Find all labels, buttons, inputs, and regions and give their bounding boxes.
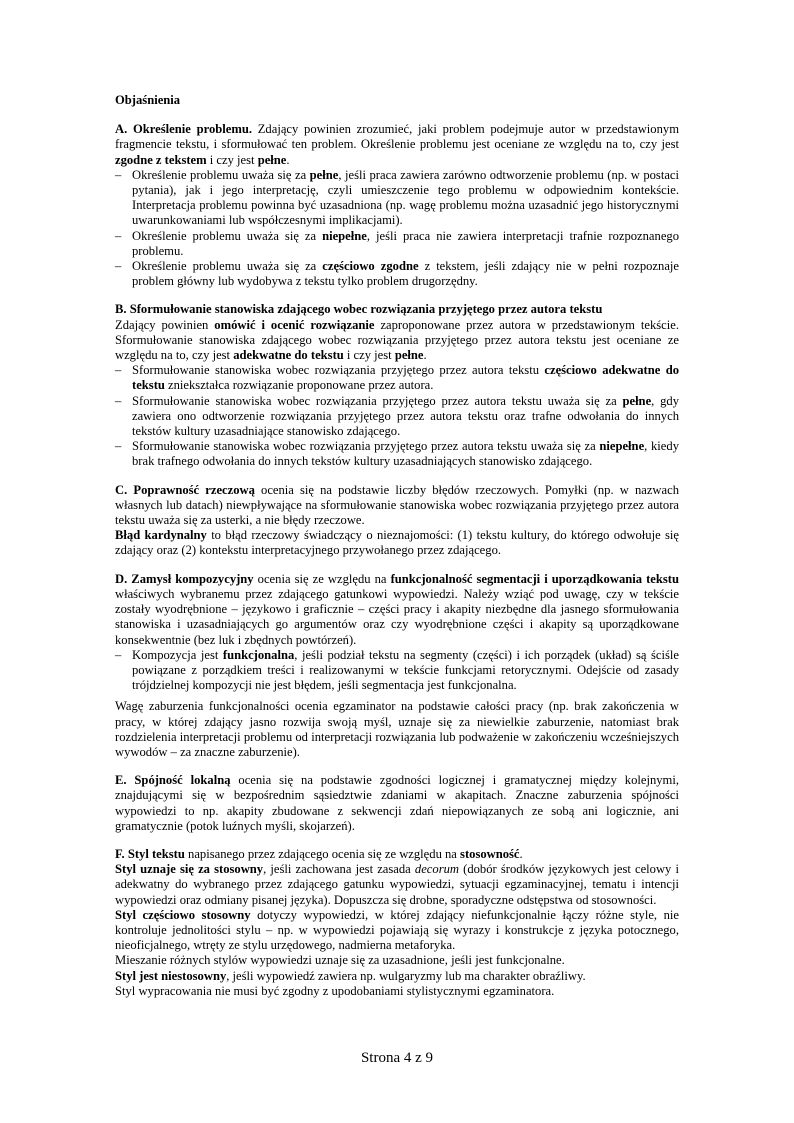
section-a (115, 122, 679, 289)
text-run: zaproponowane przez autora w przedstawionym tekście. Sformułowanie stanowiska zdającego wobec rozwiązania przyjętego przez autora tekstu jest oceniane ze względu na to, czy jest (115, 317, 679, 363)
text-run: F. Styl tekstu (115, 846, 185, 861)
text-run: niepełne (322, 228, 367, 243)
text-run: Wagę zaburzenia funkcjonalności ocenia egzaminator na podstawie całości pracy (np. brak zakończenia w pracy, w której zdający jasno rozwija swoją myśl, uznaje się za niewielkie zaburzenie, natomiast brak rozdzielenia interpretacji problemu od interpretacji rozwiązania lub podważenie w zakończeniu wcześniejszych wywodów – za znaczne zaburzenie). (115, 699, 679, 759)
text-run: Styl częściowo stosowny (115, 907, 251, 922)
text-run: Zdający powinien (115, 317, 215, 332)
section-e (115, 773, 679, 834)
text-run: właściwych wybranemu przez zdającego gatunkowi wypowiedzi. Należy wziąć pod uwagę, czy w tekście zostały wyodrębnione – językowo i graficznie – części pracy i akapity niezbędne dla jasnego sformułowania stanowiska i uzasadniających go argumentów oraz czy wyodrębnione części i akapity są uporządkowane konsekwentnie (bez luk i zbędnych powtórzeń). (115, 586, 679, 647)
text-run: Styl jest niestosowny (115, 968, 227, 983)
text-run: , jeśli zachowana jest zasada (263, 862, 415, 877)
text-run: pełne (394, 348, 424, 363)
section-e-paragraph (115, 773, 679, 834)
list-item (115, 259, 679, 289)
section-b (115, 302, 679, 469)
text-run: Błąd kardynalny (115, 528, 207, 543)
text-run: to błąd rzeczowy świadczący o nieznajomości: (1) tekstu kultury, do którego odwołuje się zdający oraz (2) kontekstu interpretacyjnego przywołanego przez zdającego. (115, 528, 680, 558)
text-run: pełne (309, 167, 339, 182)
section-c-paragraph (115, 483, 679, 529)
list-item (115, 363, 679, 393)
text-run: D. Zamysł kompozycyjny (115, 571, 254, 586)
text-run: A. Określenie problemu. (115, 122, 252, 137)
text-run: funkcjonalna (222, 647, 295, 662)
section-b-list (115, 363, 679, 469)
section-b-intro (115, 318, 679, 364)
list-item (115, 648, 679, 694)
text-run: częściowo zgodne (322, 259, 419, 274)
text-run: zgodne z tekstem (115, 152, 207, 167)
section-c (115, 483, 679, 559)
text-run: niepełne (599, 439, 645, 454)
text-run: , jeśli praca nie zawiera interpretacji trafnie rozpoznanego problemu. (132, 228, 680, 258)
text-run: , jeśli praca zawiera zarówno odtworzenie problemu (np. w postaci pytania), jak i jego interpretację, czyli umieszczenie tego problemu w odpowiednim kontekście. Interpretacja problemu powinna być uzasadniona (np. wagę problemu można uzasadnić jego historycznymi uwarunkowaniami lub współczesnymi implikacjami). (132, 167, 680, 228)
text-run: decorum (414, 862, 459, 877)
section-d-paragraph (115, 572, 679, 648)
text-run: Sformułowanie stanowiska wobec rozwiązania przyjętego przez autora tekstu uważa się za (132, 393, 623, 408)
list-item (115, 168, 679, 229)
section-f-paragraph (115, 984, 679, 999)
page-number: Strona 4 z 9 (360, 1050, 434, 1066)
text-run: Określenie problemu uważa się za (132, 228, 323, 243)
text-run: stosowność (460, 846, 520, 861)
section-f-paragraph (115, 969, 679, 984)
section-d-list (115, 648, 679, 694)
section-d-paragraph (115, 699, 679, 760)
text-run: C. Poprawność rzeczową (115, 482, 255, 497)
section-a-list (115, 168, 679, 290)
text-run: , jeśli wypowiedź zawiera np. wulgaryzmy lub ma charakter obraźliwy. (226, 968, 586, 983)
text-run: omówić i ocenić rozwiązanie (214, 317, 375, 332)
text-run: . (519, 846, 523, 861)
section-f-paragraph (115, 953, 679, 968)
section-f-paragraph (115, 862, 679, 908)
text-run: pełne (257, 152, 287, 167)
text-run: ocenia się na podstawie liczby błędów rzeczowych. Pomyłki (np. w nazwach własnych lub datach) niewpływające na sformułowanie stanowiska wobec rozwiązania przyjętego przez autora tekstu uważa się za usterki, a nie błędy rzeczowe. (115, 482, 679, 528)
text-run: ocenia się ze względu na (253, 571, 391, 586)
section-heading: Objaśnienia (115, 93, 181, 107)
text-run: napisanego przez zdającego ocenia się ze względu na (184, 846, 461, 861)
text-run: Sformułowanie stanowiska wobec rozwiązania przyjętego przez autora tekstu uważa się za (132, 439, 600, 454)
text-run: adekwatne do tekstu (233, 348, 344, 363)
text-run: pełne (622, 393, 652, 408)
text-run: i czy jest (343, 348, 395, 363)
text-run: Styl uznaje się za stosowny (115, 862, 264, 877)
section-f (115, 847, 679, 999)
list-item (115, 394, 679, 440)
text-run: Określenie problemu uważa się za (132, 167, 310, 182)
text-run: z tekstem, jeśli zdający nie w pełni rozpoznaje problem główny lub wydobywa z tekstu tylko problem drugorzędny. (132, 259, 680, 289)
text-run: i czy jest (206, 152, 258, 167)
section-c-paragraph (115, 528, 679, 558)
text-run: . (286, 152, 290, 167)
text-run: dotyczy wypowiedzi, w której zdający niefunkcjonalnie łączy różne style, nie kontroluje jednolitości stylu – np. w wypowiedzi pojawiają się wyrazy i konstrukcje z języka potocznego, nieoficjalnego, wtręty ze stylu urzędowego, nadmierna metaforyka. (115, 907, 679, 953)
text-run: , gdy zawiera ono odtworzenie rozwiązania przyjętego przez autora tekstu oraz trafne odwołania do innych tekstów kultury uzasadniające stanowisko zdającego. (132, 393, 680, 439)
text-run: ocenia się na podstawie zgodności logicznej i gramatycznej między kolejnymi, znajdującymi się w bezpośrednim sąsiedztwie zdaniami w akapitach. Znaczne zaburzenia spójności wypowiedzi to np. akapity zbudowane z sekwencji zdań niepowiązanych ze sobą ani logicznie, ani gramatycznie (potok luźnych myśli, skojarzeń). (115, 773, 679, 833)
list-item (115, 229, 679, 259)
list-item (115, 439, 679, 469)
text-run: funkcjonalność segmentacji i uporządkowania tekstu (390, 571, 679, 586)
text-run: zniekształca rozwiązanie proponowane przez autora. (164, 378, 434, 393)
text-run: Zdający powinien zrozumieć, jaki problem podejmuje autor w przedstawionym fragmencie tekstu, i sformułować ten problem. Określenie problemu jest oceniane ze względu na to, czy jest (115, 122, 679, 152)
text-run: E. Spójność lokalną (115, 773, 231, 788)
text-run: , jeśli podział tekstu na segmenty (części) i ich porządek (układ) są ściśle powiązane z porządkiem treści i realizowanymi w tekście funkcjami retorycznymi. Odejście od zasady trójdzielnej kompozycji nie jest błędem, jeśli segmentacja jest funkcjonalna. (132, 647, 679, 693)
text-run: (dobór środków językowych jest celowy i adekwatny do wybranego przez zdającego gatunku wypowiedzi, sytuacji egzaminacyjnej, tematu i intencji wypowiedzi oraz odmiany pisanej języka). Dopuszcza się drobne, sporadyczne odstępstwa od stosowności. (115, 862, 679, 907)
section-a-intro (115, 122, 679, 168)
section-b-title (115, 302, 679, 317)
text-run: , kiedy brak trafnego odwołania do innych tekstów kultury uzasadniających stanowisko zdającego. (132, 439, 679, 469)
text-run: Sformułowanie stanowiska wobec rozwiązania przyjętego przez autora tekstu (132, 363, 545, 378)
section-d (115, 572, 679, 760)
text-run: . (423, 348, 427, 363)
text-run: Mieszanie różnych stylów wypowiedzi uznaje się za uzasadnione, jeśli jest funkcjonalne. (115, 953, 565, 968)
text-run: Określenie problemu uważa się za (132, 259, 323, 274)
section-f-paragraph (115, 908, 679, 954)
text-run: Kompozycja jest (132, 647, 223, 662)
section-b-title-text: B. Sformułowanie stanowiska zdającego wobec rozwiązania przyjętego przez autora tekstu (115, 302, 603, 317)
section-f-paragraph (115, 847, 679, 862)
text-run: częściowo adekwatne do tekstu (132, 363, 679, 393)
text-run: Styl wypracowania nie musi być zgodny z upodobaniami stylistycznymi egzaminatora. (115, 983, 555, 998)
